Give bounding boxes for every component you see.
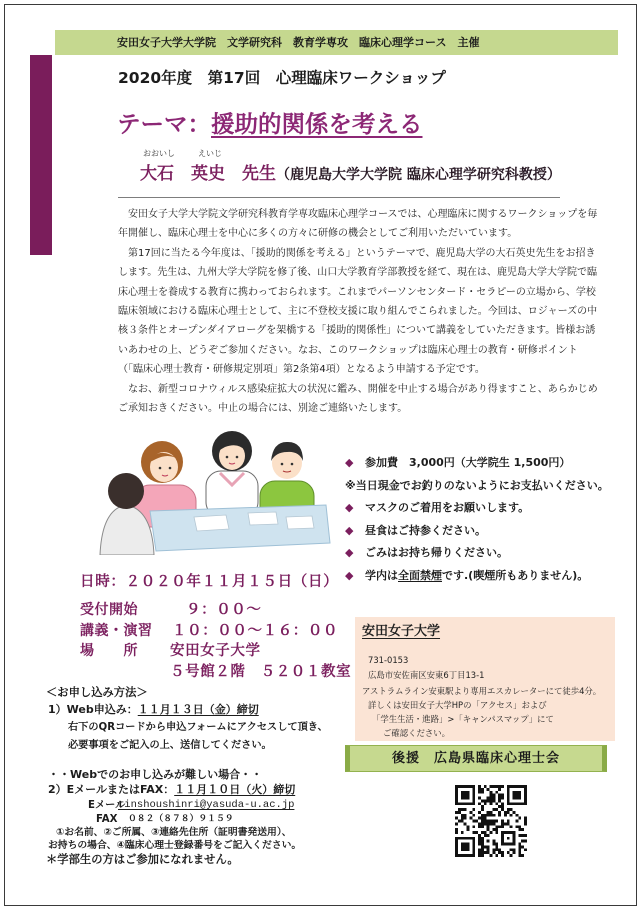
intro-line: ご承知おきください。中止の場合には、別途ご連絡いたします。 (118, 402, 408, 414)
diamond-bullet-icon: ◆ (345, 569, 354, 582)
web-application-line (48, 702, 259, 718)
info-item-trash (345, 542, 508, 564)
mail-fax-label: 2）EメールまたはFAX： (48, 783, 175, 796)
info-item-no-smoking (345, 565, 588, 587)
info-item-text: 当日現金でお釣りのないようにお支払いください。 (355, 478, 609, 492)
organizer-banner (55, 30, 618, 55)
venue-access-line: ご確認ください。 (383, 728, 450, 738)
schedule-label: 場 所 (80, 643, 138, 659)
info-item-text: 学内は (365, 569, 398, 582)
lecturer-name: 大石 英史 先生 (140, 164, 276, 184)
info-item-text: マスクのご着用をお願いします。 (365, 501, 530, 515)
info-item-text: 参加費 3,000円（大学院生 1,500円） (365, 456, 571, 469)
lecturer-line (140, 162, 561, 187)
illustration-table (150, 505, 330, 551)
illustration-woman-black-hair (206, 431, 258, 517)
illustration-paper (194, 515, 229, 531)
illustration-paper (248, 512, 278, 525)
no-smoking-emphasis: 全面禁煙 (398, 569, 442, 582)
schedule-value: 安田女子大学 (170, 643, 261, 659)
intro-line: 臨床領域における臨床心理士として、主に不登校支援に取り組んでこられました。今回は、ロジャーズの中 (118, 305, 598, 317)
web-application-label: 1）Web申込み： (48, 703, 138, 716)
furigana-family: おおいし (143, 149, 175, 158)
intro-text (118, 205, 602, 418)
info-item-text: です.(喫煙所もありません)。 (442, 569, 589, 582)
diamond-bullet-icon: ◆ (345, 546, 354, 560)
web-instruction-line: 右下のQRコードから申込フォームにアクセスして頂き、 (68, 722, 328, 733)
info-item-text: 昼食はご持参ください。 (365, 523, 486, 537)
schedule-label: 講義・演習 (80, 623, 153, 639)
diamond-bullet-icon: ◆ (345, 523, 354, 537)
event-title: 2020年度 第17回 心理臨床ワークショップ (118, 69, 446, 87)
mail-fax-deadline: １１月１０日（火）締切 (174, 783, 296, 796)
intro-line: します。先生は、九州大学大学院を修了後、山口大学教育学部教授を経て、現在は、鹿児島大学大学院で臨 (118, 267, 597, 279)
theme-label: テーマ： (117, 110, 211, 138)
web-deadline: １１月１３日（金）締切 (137, 703, 259, 716)
schedule-room: ５号館２階 ５２０１教室 (170, 664, 352, 680)
intro-line: 床心理士を養成する教育に携わっておられます。これまでパーソンセンタード・セラピーの立場から、学校 (118, 286, 596, 298)
support-banner: 後援 広島県臨床心理士会 (345, 745, 607, 772)
intro-line: （「臨床心理士教育・研修規定別項」第2条第4項）となるよう申請する予定です。 (118, 364, 485, 376)
web-instruction-line: 必要事項をご記入の上、送信してください。 (68, 740, 272, 751)
diamond-bullet-icon: ◆ (345, 501, 354, 515)
venue-box (355, 617, 615, 741)
info-item-payment-note (345, 475, 609, 497)
event-datetime: 日時：２０２０年１１月１５日（日） (80, 574, 339, 590)
venue-access-line: アストラムライン安東駅より専用エスカレーターにて徒歩4分。 (362, 686, 602, 696)
info-item-lunch (345, 520, 486, 542)
intro-line: 核３条件とオープンダイアローグを架橋する「援助的関係性」について講義をしていただきます。皆様お誘 (118, 325, 596, 337)
venue-access-line: 「学生生活・進路」>「キャンパスマップ」にて (372, 714, 554, 724)
venue-name: 安田女子大学 (362, 624, 441, 639)
fax-label: FAX (96, 814, 118, 825)
info-item-fee (345, 452, 570, 474)
venue-address: 広島市安佐南区安東6丁目13-1 (368, 670, 485, 680)
email-link[interactable]: rinshoushinri@yasuda-u.ac.jp (118, 799, 295, 811)
illustration-paper (286, 516, 314, 529)
intro-line: 年開催し、臨床心理士を中心に多くの方々に研修の機会としてご利用いただいています。 (118, 228, 518, 240)
email-label: Eメール (88, 800, 126, 811)
required-info-line: お持ちの場合、④臨床心理士登録番号をご記入ください。 (48, 840, 302, 851)
qr-code-icon (455, 785, 527, 857)
schedule-label: 受付開始 (80, 602, 138, 618)
schedule-value: ９：００～ (186, 602, 262, 618)
required-info-line: ①お名前、②ご所属、③連絡先住所（証明書発送用）、 (56, 827, 292, 838)
workshop-illustration (98, 425, 333, 555)
lecturer-affiliation: （鹿児島大学大学院 臨床心理学研究科教授） (276, 167, 561, 183)
info-item-text: ごみはお持ち帰りください。 (365, 546, 508, 560)
application-heading: ＜お申し込み方法＞ (46, 686, 148, 699)
theme-heading (117, 110, 423, 138)
intro-line: いあわせの上、どうぞご参加ください。なお、このワークショップは臨床心理士の教育・研修ポイント (118, 344, 578, 356)
intro-line: 第17回に当たる今年度は、「援助的関係を考える」というテーマで、鹿児島大学の大石英史先生をお招き (128, 247, 596, 259)
organizer-text: 安田女子大学大学院 文学研究科 教育学専攻 臨床心理学コース 主催 (117, 36, 480, 49)
side-accent-bar (30, 55, 52, 255)
note-mark-icon: ※ (345, 478, 356, 492)
furigana-given: えいじ (198, 149, 222, 158)
theme-text: 援助的関係を考える (211, 110, 423, 138)
divider (118, 197, 560, 198)
alternative-application-note: ・・Webでのお申し込みが難しい場合・・ (48, 768, 263, 781)
diamond-bullet-icon: ◆ (345, 456, 354, 469)
undergraduate-note: ＊学部生の方はご参加になれません。 (46, 853, 239, 866)
venue-postal-code: 731-0153 (368, 655, 409, 665)
intro-line: なお、新型コロナウィルス感染症拡大の状況に鑑み、開催を中止する場合があり得ますこと、あらかじめ (128, 383, 598, 395)
mail-fax-application-line (48, 782, 295, 798)
info-item-mask (345, 497, 529, 519)
schedule-value: １０：００～１６：００ (172, 623, 339, 639)
fax-number: ０８２（８７８）９１５９ (128, 814, 234, 824)
venue-access-line: 詳しくは安田女子大学HPの「アクセス」および (368, 700, 547, 710)
intro-line: 安田女子大学大学院文学研究科教育学専攻臨床心理学コースでは、心理臨床に関するワークショップを毎 (128, 209, 598, 220)
